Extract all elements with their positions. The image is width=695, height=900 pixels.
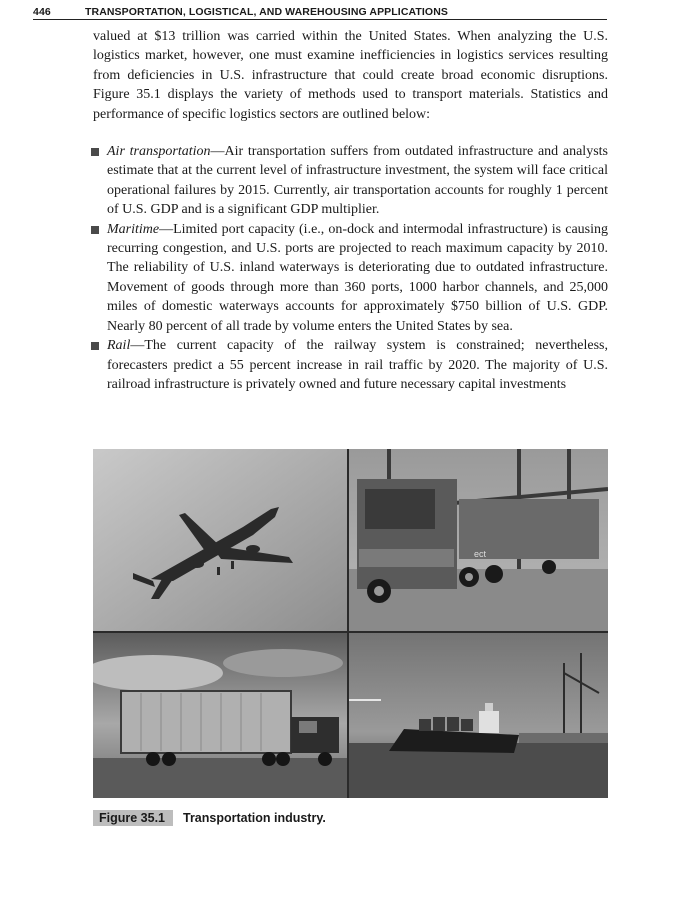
square-bullet-icon	[91, 342, 99, 350]
running-title: TRANSPORTATION, LOGISTICAL, AND WAREHOUSING APPLICATIONS	[85, 6, 448, 18]
bullet-term: Maritime	[107, 221, 160, 237]
running-header	[33, 6, 607, 20]
body-text	[93, 27, 608, 394]
figure-35-1	[93, 449, 608, 798]
truck-logo: ect	[474, 549, 487, 559]
figure-caption	[93, 810, 326, 826]
bullet-text: —Air transportation suffers from outdated infrastructure and analysts estimate that at the current level of infrastructure investment, the system will face critical operational failures by 2015. Currently, air transportation accounts for roughly 1 percent of U.S. GDP and is a significant GDP multiplier.	[107, 144, 608, 218]
bullet-rail	[93, 336, 608, 394]
airplane-photo	[93, 449, 347, 631]
figure-label: Figure 35.1	[93, 810, 173, 826]
bullet-text: —The current capacity of the railway system is constrained; nevertheless, forecasters predict a 55 percent increase in rail traffic by 2020. The majority of U.S. railroad infrastructure is privately owned and future necessary capital investments	[107, 338, 608, 392]
intro-paragraph: valued at $13 trillion was carried within the United States. When analyzing the U.S. logistics market, however, one must examine inefficiencies in logistics services resulting from deficiencies in U.S. infrastructure that could create broad economic disruptions. Figure 35.1 displays the variety of methods used to transport materials. Statistics and performance of specific logistics sectors are outlined below:	[93, 29, 608, 122]
bullet-air-transportation	[93, 142, 608, 220]
page-number: 446	[33, 6, 51, 18]
bullet-maritime	[93, 220, 608, 336]
tractor-trailer-photo	[93, 633, 347, 798]
cargo-ship-photo	[349, 633, 608, 798]
bullet-term: Rail	[107, 338, 131, 354]
bullet-text: —Limited port capacity (i.e., on-dock and intermodal infrastructure) is causing recurring congestion, and U.S. ports are projected to reach maximum capacity by 2010. The reliability of U.S. inland waterways is deteriorating due to outdated infrastructure. Movement of goods through more than 360 ports, 1000 harbor channels, and 25,000 miles of domestic waterways accounts for approximately $750 billion of U.S. GDP. Nearly 80 percent of all trade by volume enters the United States by sea.	[107, 221, 608, 334]
square-bullet-icon	[91, 148, 99, 156]
sector-list	[93, 142, 608, 394]
square-bullet-icon	[91, 226, 99, 234]
bullet-term: Air transportation	[107, 144, 211, 160]
caption-text: Transportation industry.	[183, 811, 326, 825]
truck-photo	[349, 449, 608, 631]
